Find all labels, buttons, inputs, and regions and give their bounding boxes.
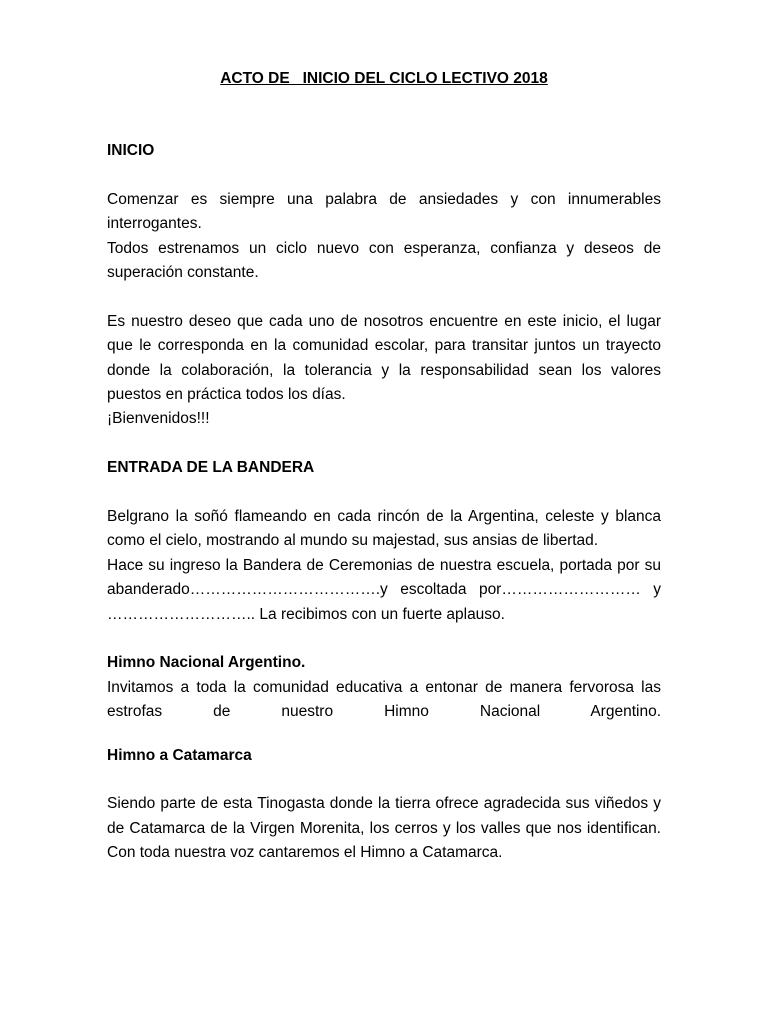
paragraph: Belgrano la soñó flameando en cada rincón de la Argentina, celeste y blanca como el cielo, mostrando al mundo su majestad, sus ansias de libertad. (107, 508, 661, 550)
paragraph: ¡Bienvenidos!!! (107, 410, 210, 428)
document-page (107, 67, 661, 866)
section-heading: Himno a Catamarca (107, 746, 252, 764)
section-himno-catamarca (107, 744, 661, 866)
section-heading: ENTRADA DE LA BANDERA (107, 459, 315, 477)
section-heading: Himno Nacional Argentino. (107, 654, 306, 672)
paragraph: Siendo parte de esta Tinogasta donde la tierra ofrece agradecida sus viñedos y de Catamarca de la Virgen Morenita, los cerros y los valles que nos identifican. Con toda nuestra voz cantaremos el Himno a Catamarca. (107, 795, 661, 862)
section-inicio (107, 139, 661, 432)
paragraph: Es nuestro deseo que cada uno de nosotros encuentre en este inicio, el lugar que le corresponda en la comunidad escolar, para transitar juntos un trayecto donde la colaboración, la tolerancia y la responsabilidad sean los valores puestos en práctica todos los días. (107, 312, 661, 404)
paragraph: Comenzar es siempre una palabra de ansiedades y con innumerables interrogantes. (107, 190, 661, 233)
section-entrada-bandera (107, 456, 661, 627)
paragraph: Todos estrenamos un ciclo nuevo con esperanza, confianza y deseos de superación constante. (107, 239, 661, 282)
section-himno-nacional (107, 651, 661, 724)
paragraph: Hace su ingreso la Bandera de Ceremonias de nuestra escuela, portada por su abanderado……………………………….y escoltada por……………………… y ……………………….. La recibimos con un fuerte aplauso. (107, 556, 661, 623)
document-title: ACTO DE INICIO DEL CICLO LECTIVO 2018 (220, 70, 548, 87)
section-heading: INICIO (107, 142, 155, 159)
paragraph: Invitamos a toda la comunidad educativa a entonar de manera fervorosa las estrofas de nuestro Himno Nacional Argentino. (107, 678, 661, 721)
